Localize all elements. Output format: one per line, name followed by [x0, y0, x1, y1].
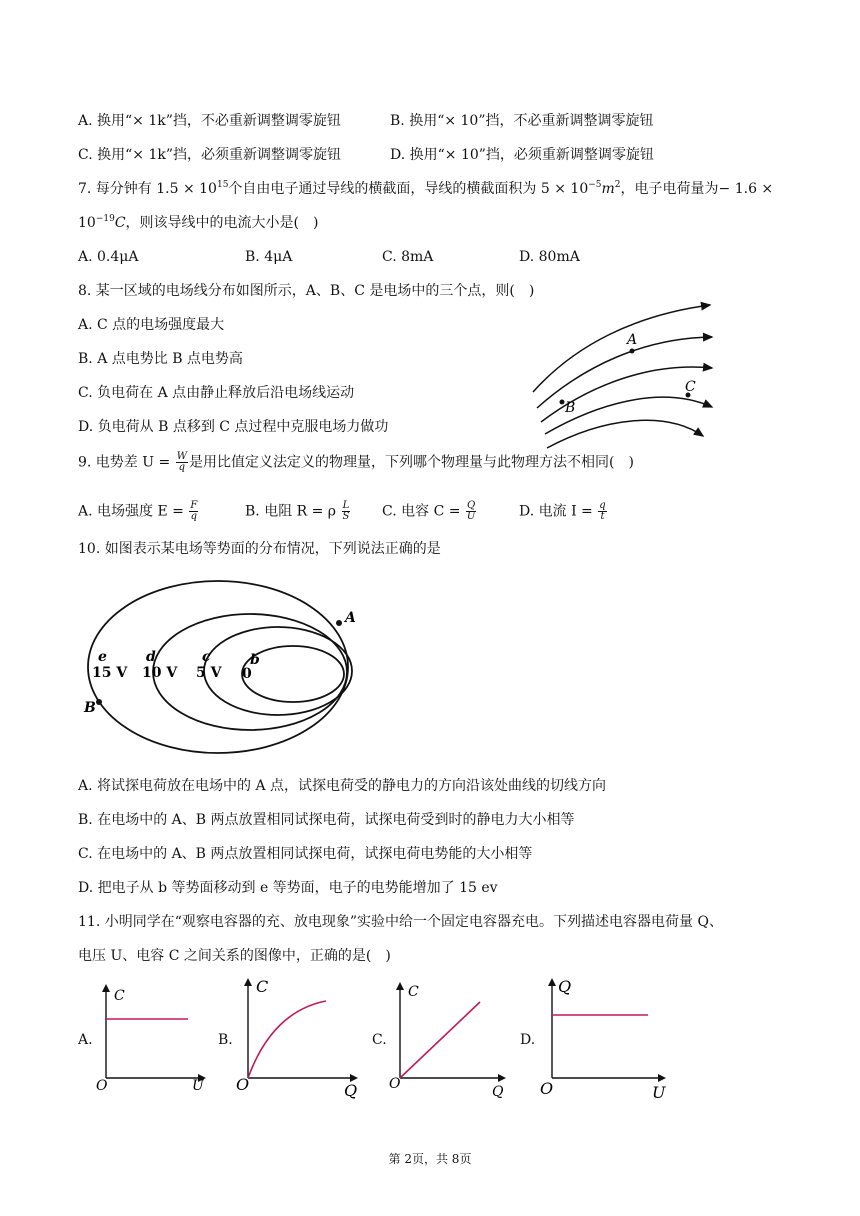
- graph-b-origin: O: [236, 1075, 250, 1094]
- graph-d-ylabel: Q: [558, 977, 572, 996]
- point-a-dot: [630, 349, 635, 354]
- surface-d-value: 10 V: [142, 665, 178, 681]
- q7-option-b: B. 4μA: [245, 249, 293, 265]
- q9-option-b: B. 电阻 R = ρ $\frac{L}{S}$: [245, 500, 350, 522]
- surface-e-name: e: [98, 649, 107, 665]
- graph-c-curve: [400, 1002, 480, 1078]
- graph-b-xlabel: Q: [344, 1081, 358, 1100]
- surface-b-value: 0: [242, 666, 252, 682]
- surface-d-name: d: [146, 649, 156, 665]
- q9-stem: 9. 电势差 U = $\frac{W}{q}$ 是用比值定义法定义的物理量，下列哪个物理量与此物理方法不相同( ): [78, 451, 634, 473]
- q11-graph-a-label: A.: [78, 1032, 93, 1048]
- q11-stem-line2: 电压 U、电容 C 之间关系的图像中，正确的是( ): [78, 948, 391, 964]
- field-line-2: [537, 337, 712, 408]
- electric-field-lines-figure: [525, 300, 725, 450]
- q7-option-c: C. 8mA: [382, 249, 434, 265]
- q9-option-c: C. 电容 C = $\frac{Q}{U}$: [382, 500, 476, 522]
- q11-graph-d-label: D.: [520, 1032, 536, 1048]
- q6-option-c: C. 换用“× 1k”挡，必须重新调整调零旋钮: [78, 147, 341, 163]
- graph-b-curve: [248, 1001, 326, 1078]
- graph-b-ylabel: C: [256, 977, 269, 996]
- graph-a-ylabel: C: [114, 988, 125, 1004]
- q7-stem-line2: $10^{-19}C$，则该导线中的电流大小是( ): [78, 214, 319, 231]
- q6-option-a: A. 换用“× 1k”挡，不必重新调整调零旋钮: [78, 113, 341, 129]
- q10-option-b: B. 在电场中的 A、B 两点放置相同试探电荷，试探电荷受到时的静电力大小相等: [78, 812, 575, 828]
- surface-c: [204, 627, 352, 715]
- point-b-label: B: [565, 400, 576, 416]
- q10-option-c: C. 在电场中的 A、B 两点放置相同试探电荷，试探电荷电势能的大小相等: [78, 846, 533, 862]
- equipotential-surfaces-figure: [80, 578, 370, 758]
- point-c-label: C: [685, 379, 696, 395]
- point-a-label: A: [627, 332, 638, 348]
- graph-d-xlabel: U: [652, 1083, 666, 1102]
- q10-option-d: D. 把电子从 b 等势面移动到 e 等势面，电子的电势能增加了 15 ev: [78, 880, 498, 896]
- point-a-label: A: [345, 610, 356, 626]
- q11-graph-a: [92, 982, 212, 1092]
- page-footer: 第 2页，共 8页: [388, 1152, 472, 1166]
- q9-fraction: $\frac{W}{q}$: [176, 451, 187, 473]
- q11-stem-line1: 11. 小明同学在“观察电容器的充、放电现象”实验中给一个固定电容器充电。下列描述电容器电荷量 Q、: [78, 914, 723, 930]
- point-b-dot: [560, 400, 565, 405]
- surface-c-name: c: [202, 649, 211, 665]
- point-b-label: B: [84, 700, 96, 716]
- q11-graph-b: [234, 976, 364, 1100]
- q10-option-a: A. 将试探电荷放在电场中的 A 点，试探电荷受的静电力的方向沿该处曲线的切线方向: [78, 778, 607, 794]
- graph-d-origin: O: [540, 1079, 554, 1098]
- q10-stem: 10. 如图表示某电场等势面的分布情况，下列说法正确的是: [78, 541, 441, 557]
- q7-stem-line1: 7. 每分钟有 $1.5 \times 10^{15}$个自由电子通过导线的横截面，导线的横截面积为 $5 \times 10^{-5}m^2$，电子电荷量为− 1.6 ×: [78, 180, 774, 197]
- q11-graph-d: [536, 976, 676, 1102]
- q8-option-c: C. 负电荷在 A 点由静止释放后沿电场线运动: [78, 385, 355, 401]
- point-b-dot: [96, 699, 102, 705]
- q6-option-b: B. 换用“× 10”挡，不必重新调整调零旋钮: [390, 113, 654, 129]
- q7-option-d: D. 80mA: [519, 249, 580, 265]
- field-line-5: [547, 420, 703, 448]
- graph-a-xlabel: U: [192, 1078, 204, 1092]
- q8-option-d: D. 负电荷从 B 点移到 C 点过程中克服电场力做功: [78, 419, 389, 435]
- q9-option-d: D. 电流 I = $\frac{q}{t}$: [519, 500, 606, 522]
- graph-c-xlabel: Q: [492, 1084, 504, 1098]
- q8-stem: 8. 某一区域的电场线分布如图所示，A、B、C 是电场中的三个点，则( ): [78, 283, 535, 299]
- q8-option-a: A. C 点的电场强度最大: [78, 317, 225, 333]
- surface-c-value: 5 V: [196, 665, 222, 681]
- q7-option-a: A. 0.4μA: [78, 249, 139, 265]
- surface-b-name: b: [250, 652, 260, 668]
- graph-c-origin: O: [389, 1076, 401, 1092]
- graph-c-ylabel: C: [408, 984, 419, 1000]
- graph-a-origin: O: [96, 1078, 108, 1092]
- q6-option-d: D. 换用“× 10”挡，必须重新调整调零旋钮: [390, 147, 654, 163]
- q11-graph-c: [386, 980, 516, 1098]
- q9-option-a: A. 电场强度 E = $\frac{F}{q}$: [78, 500, 198, 522]
- q11-graph-c-label: C.: [372, 1032, 387, 1048]
- q8-option-b: B. A 点电势比 B 点电势高: [78, 351, 243, 367]
- point-a-dot: [336, 620, 342, 626]
- q11-graph-b-label: B.: [218, 1032, 233, 1048]
- surface-e-value: 15 V: [92, 665, 128, 681]
